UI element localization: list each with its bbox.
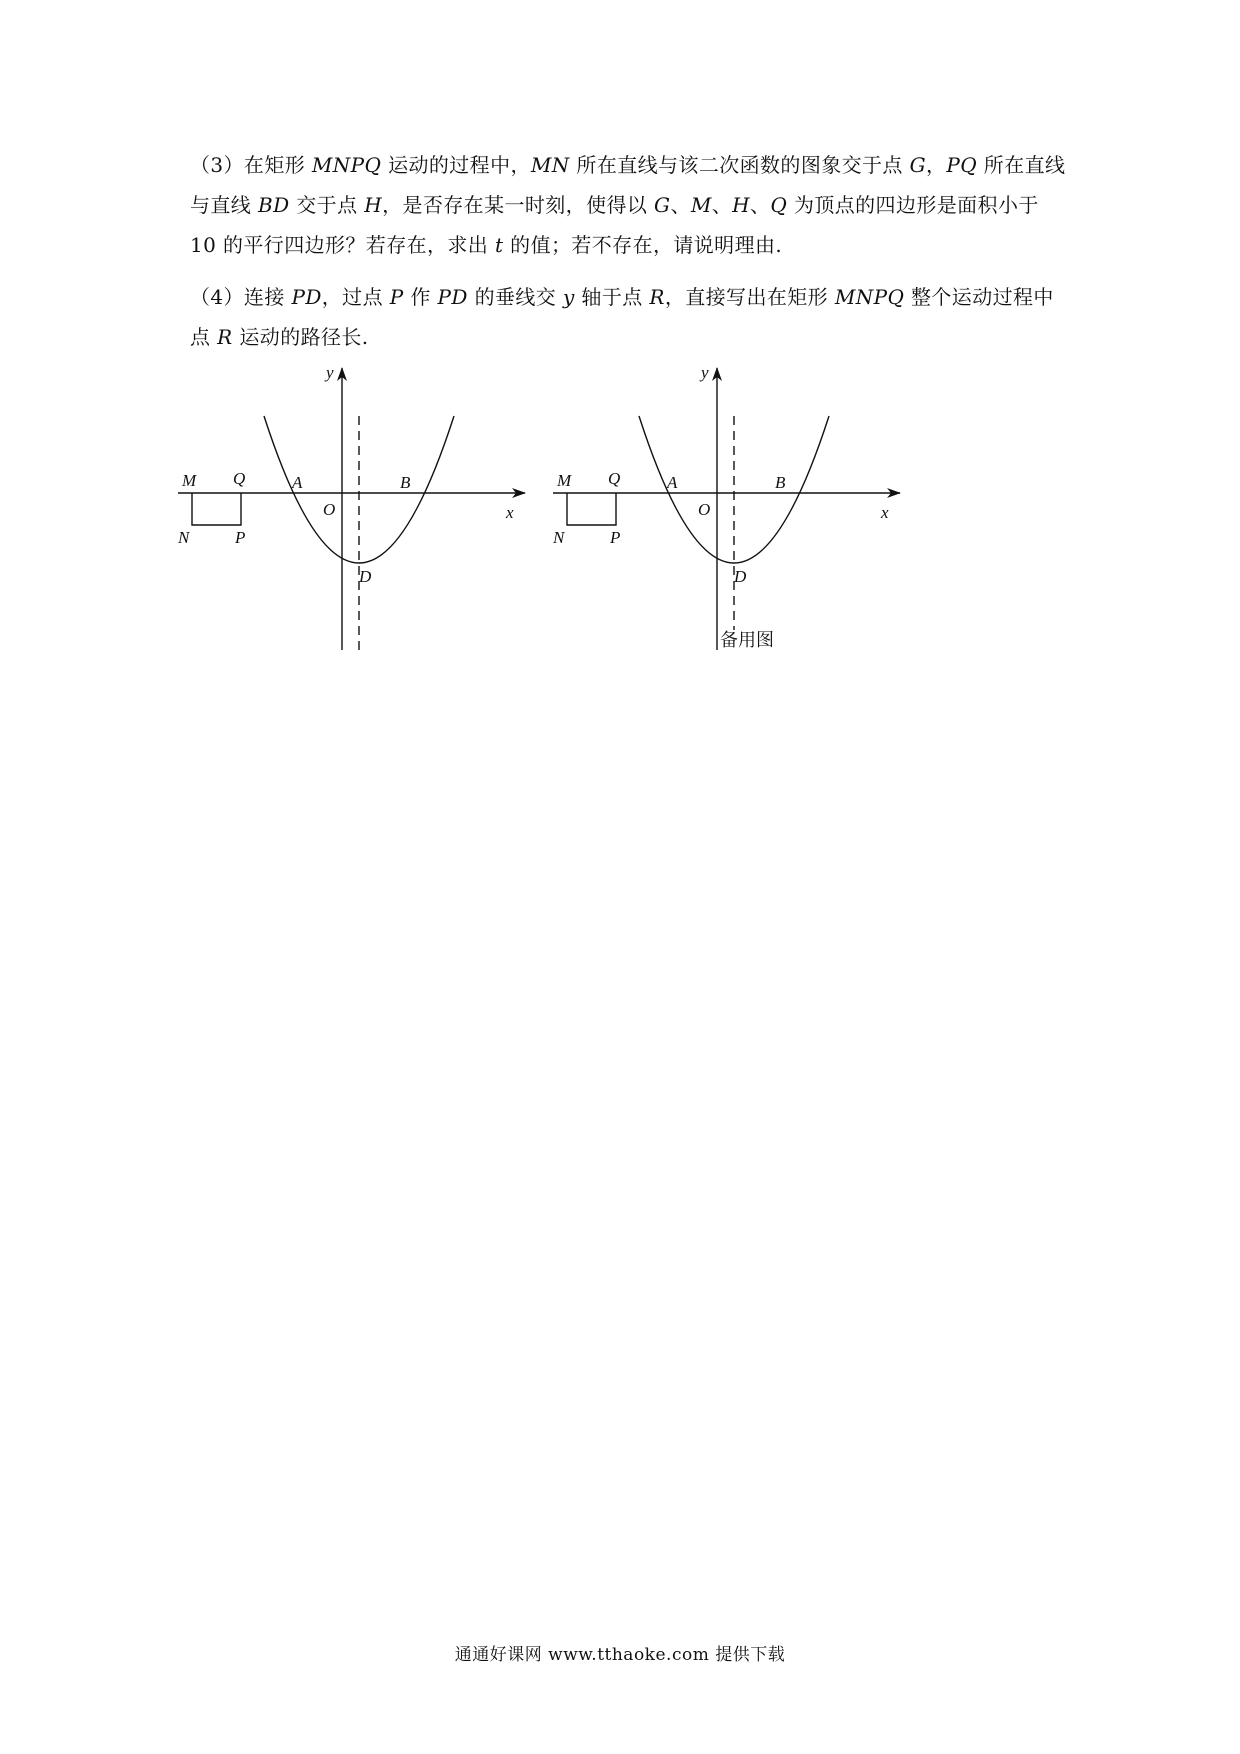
q3-text: 所在直线与直线 [190,153,1066,217]
q3-text: （3）在矩形 [190,153,312,177]
label-n: N [553,528,565,547]
label-b: B [400,473,411,492]
parabola-figure-backup-svg [553,360,905,660]
label-a: A [667,473,678,492]
rectangle-mnpq [192,493,241,525]
q4-var: R [217,325,233,349]
q3-text: 为顶点的四边形是面积小于 10 的平行四边形？若存在，求出 [190,193,1039,257]
q3-text: 、 [670,193,691,217]
q4-text: 作 [403,285,438,309]
q3-var: H [732,193,750,217]
label-n: N [178,528,190,547]
q3-var: G [909,153,926,177]
q3-var: MNPQ [311,153,382,177]
q4-text: 整个运动过程中点 [190,285,1054,349]
question-4 [190,277,1070,357]
q3-text: 所在直线与该二次函数的图象交于点 [569,153,910,177]
parabola-figure [178,360,530,660]
q4-var: R [649,285,665,309]
q3-var: Q [770,193,788,217]
q4-text: （4）连接 [190,285,292,309]
backup-figure-caption: 备用图 [720,630,774,651]
label-o: O [323,500,336,519]
label-x: x [506,503,514,522]
page-footer: 通通好课网 www.tthaoke.com 提供下载 [454,1645,786,1665]
q3-var: t [494,233,504,257]
q3-var: H [364,193,383,217]
q3-text: 运动的过程中， [381,153,531,177]
q4-var: MNPQ [834,285,905,309]
q3-text: ，是否存在某一时刻，使得以 [382,193,655,217]
q4-text: 的垂线交 [467,285,563,309]
label-q: Q [233,469,246,488]
label-m: M [182,471,197,490]
q3-text: 交于点 [289,193,365,217]
q3-text: 的值；若不存在，请说明理由. [503,233,783,257]
label-y: y [701,363,709,382]
q4-var: P [389,285,404,309]
label-p: P [235,528,246,547]
q4-var: PD [291,285,322,309]
q4-text: ，过点 [321,285,390,309]
q3-text: 、 [749,193,771,217]
label-p: P [610,528,621,547]
parabola-figure-backup [553,360,905,660]
label-q: Q [608,469,621,488]
parabola-figure-svg [178,360,530,660]
label-o: O [698,500,711,519]
q4-var: y [562,285,575,309]
q4-text: 运动的路径长. [232,325,369,349]
label-d: D [359,567,372,586]
label-b: B [775,473,786,492]
q4-text: ，直接写出在矩形 [664,285,835,309]
question-3 [190,145,1070,265]
label-x: x [881,503,889,522]
q4-var: PD [437,285,468,309]
q3-var: MN [530,153,570,177]
label-m: M [557,471,572,490]
q3-text: 、 [711,193,733,217]
q3-var: PQ [946,153,978,177]
label-y: y [326,363,334,382]
rectangle-mnpq [567,493,616,525]
q3-var: BD [257,193,290,217]
q3-text: ， [925,153,947,177]
label-a: A [292,473,303,492]
q3-var: M [690,193,712,217]
q3-var: G [654,193,671,217]
q4-text: 轴于点 [574,285,650,309]
label-d: D [734,567,747,586]
